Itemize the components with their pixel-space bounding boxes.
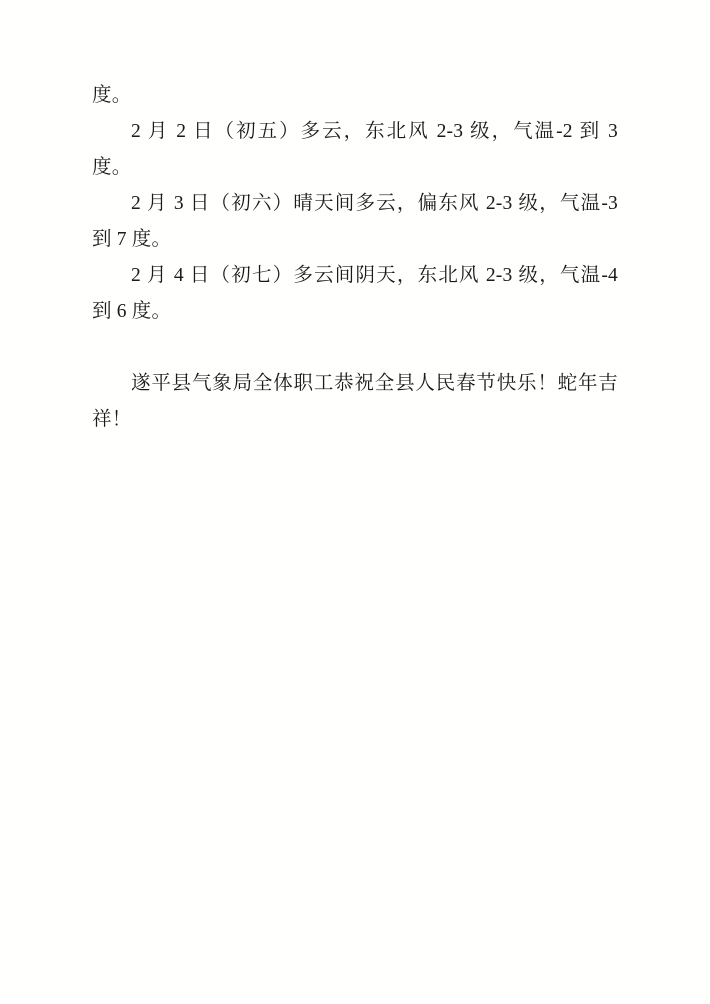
paragraph-continuation: 度。 — [92, 85, 132, 106]
paragraph-forecast-feb3: 2 月 3 日（初六）晴天间多云，偏东风 2-3 级，气温-3 到 7 度。 — [92, 193, 618, 250]
paragraph-greeting: 遂平县气象局全体职工恭祝全县人民春节快乐！蛇年吉祥！ — [92, 373, 618, 430]
paragraph-spacer — [92, 330, 618, 366]
document-body — [92, 78, 618, 438]
paragraph-forecast-feb2: 2 月 2 日（初五）多云，东北风 2-3 级，气温-2 到 3 度。 — [92, 121, 618, 178]
paragraph-forecast-feb4: 2 月 4 日（初七）多云间阴天，东北风 2-3 级，气温-4 到 6 度。 — [92, 265, 618, 322]
